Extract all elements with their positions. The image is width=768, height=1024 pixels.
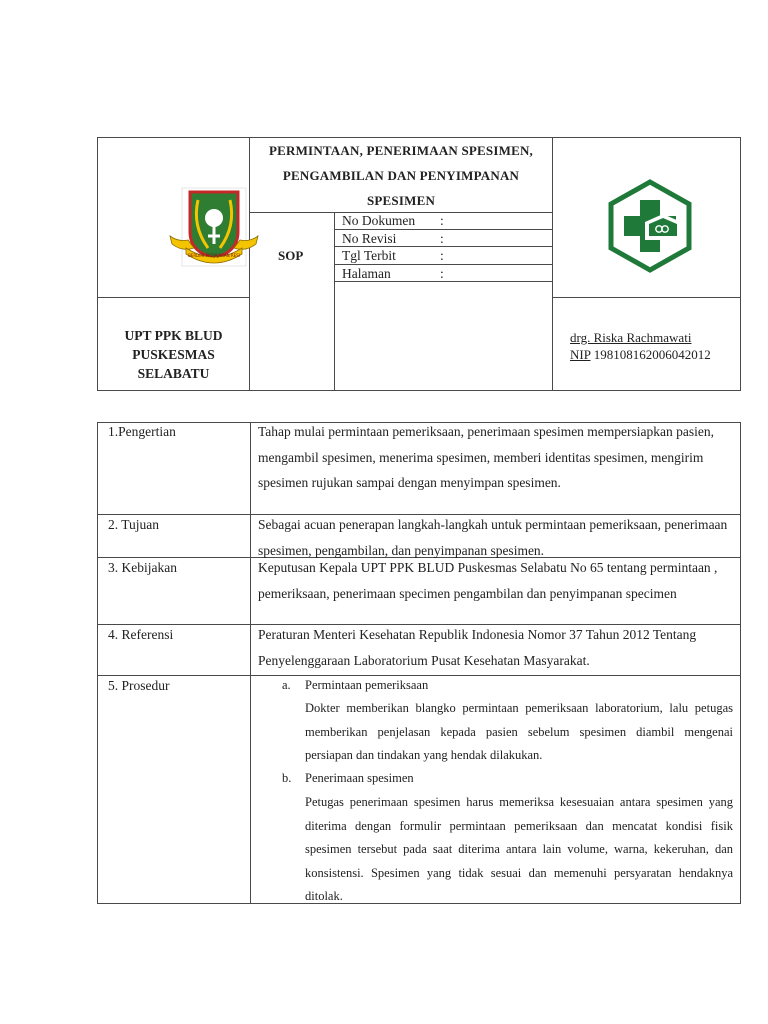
doc-field-sep: : [440, 213, 444, 228]
org-line-3: SELABATU [137, 366, 210, 381]
title-line-1: PERMINTAAN, PENERIMAAN SPESIMEN, [268, 143, 533, 158]
doc-field-tgl-terbit [342, 247, 552, 264]
nip-value: 198108162006042012 [590, 347, 711, 362]
doc-field-no-revisi [342, 230, 552, 247]
section-label-tujuan: 2. Tujuan [108, 517, 160, 532]
org-line-2: PUSKESMAS [132, 347, 215, 362]
section-label-prosedur: 5. Prosedur [108, 678, 170, 693]
doc-field-sep: : [440, 248, 444, 263]
document-title [250, 138, 552, 213]
section-text-pengertian: Tahap mulai permintaan pemeriksaan, penerimaan spesimen mempersiapkan pasien, mengambil spesimen, menerima spesimen, memberi identitas spesimen, mengirim spesimen rujukan sampai dengan menyimpan spesimen. [258, 424, 715, 490]
doc-field-label: Halaman [342, 266, 391, 281]
doc-field-halaman [342, 265, 552, 282]
doc-field-sep: : [440, 231, 444, 246]
city-emblem-logo [168, 186, 260, 272]
signatory [570, 329, 738, 363]
puskesmas-logo [605, 178, 695, 274]
sop-label: SOP [278, 248, 304, 263]
emblem-motto: BERDIRI PADJAJARAN RESI [188, 253, 240, 258]
section-label-referensi: 4. Referensi [108, 627, 174, 642]
doc-field-label: No Revisi [342, 231, 397, 246]
step-b-title: Penerimaan spesimen [305, 771, 414, 785]
org-line-1: UPT PPK BLUD [124, 328, 223, 343]
step-a-title: Permintaan pemeriksaan [305, 678, 429, 692]
section-text-tujuan: Sebagai acuan penerapan langkah-langkah untuk permintaan pemeriksaan, penerimaan spesimen, pengambilan, dan penyimpanan spesimen. [258, 517, 728, 558]
title-line-3: SPESIMEN [366, 193, 436, 208]
doc-field-label: Tgl Terbit [342, 248, 396, 263]
title-line-2: PENGAMBILAN DAN PENYIMPANAN [282, 168, 520, 183]
section-text-kebijakan: Keputusan Kepala UPT PPK BLUD Puskesmas Selabatu No 65 tentang permintaan , pemeriksaan, penerimaan specimen pengambilan dan penyimpanan specimen [258, 560, 718, 601]
section-label-kebijakan: 3. Kebijakan [108, 560, 177, 575]
organization-name [98, 326, 249, 383]
section-text-referensi: Peraturan Menteri Kesehatan Republik Indonesia Nomor 37 Tahun 2012 Tentang Penyelenggaraan Laboratorium Pusat Kesehatan Masyarakat. [258, 627, 697, 668]
doc-field-sep: : [440, 266, 444, 281]
doc-field-label: No Dokumen [342, 213, 416, 228]
doc-field-no-dokumen [342, 212, 552, 229]
step-a-marker: a. [282, 678, 291, 692]
step-b-marker: b. [282, 771, 292, 785]
signatory-name: drg. Riska Rachmawati [570, 330, 692, 345]
step-a-body: Dokter memberikan blangko permintaan pemeriksaan laboratorium, lalu petugas memberikan penjelasan kepada pasien sebelum spesimen diambil mengenai persiapan dan tindakan yang hendak dilakukan. [305, 701, 733, 763]
nip-label: NIP [570, 347, 591, 362]
section-label-pengertian: 1.Pengertian [108, 424, 176, 439]
step-b-body: Petugas penerimaan spesimen harus memeriksa kesesuaian antara spesimen yang diterima dengan formulir permintaan pemeriksaan dan mencatat kondisi fisik spesimen tersebut pada saat diterima antara lain volume, warna, kekeruhan, dan konsistensi. Spesimen yang tidak sesuai dan memenuhi persyaratan hendaknya ditolak. [305, 795, 733, 904]
